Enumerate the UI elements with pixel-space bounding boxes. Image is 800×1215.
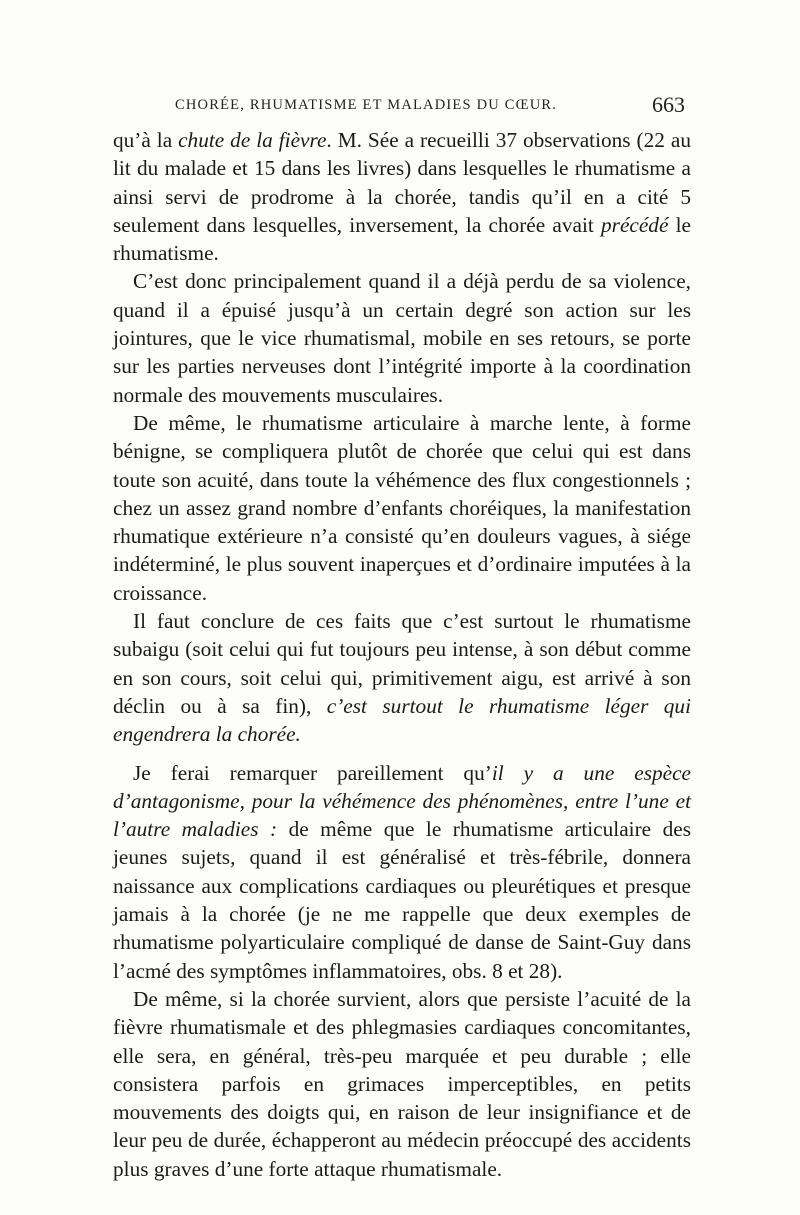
italic-text: il y a une espèce d’antagonisme, pour la véhémence des phénomènes, entre l’une et l’autre maladies : xyxy=(113,760,691,842)
paragraph xyxy=(113,759,691,985)
text-run: de même que le rhumatisme articulaire des jeunes sujets, quand il est généralisé et très-fébrile, donnera naissance aux complications cardiaques ou pleurétiques et presque jamais à la chorée (je ne me rappelle que deux exemples de rhumatisme polyarticulaire compliqué de danse de Saint-Guy dans l’acmé des symptômes inflammatoires, obs. 8 et 28). xyxy=(113,817,691,983)
text-run: . M. Sée a recueilli 37 observations (22 au lit du malade et 15 dans les livres) dans lesquelles le rhumatisme a ainsi servi de prodrome à la chorée, tandis qu’il en a cité 5 seulement dans lesquelles, inversement, la chorée avait xyxy=(113,128,691,237)
running-head: CHORÉE, RHUMATISME ET MALADIES DU CŒUR. xyxy=(175,97,558,113)
italic-text: c’est surtout le rhumatisme léger qui engendrera la chorée. xyxy=(113,693,691,747)
text-run: qu’à la xyxy=(113,128,179,152)
italic-text: précédé xyxy=(601,212,669,237)
text-run: Il faut conclure de ces faits que c’est surtout le rhumatisme subaigu (soit celui qui fut toujours peu intense, à son début comme en son cours, soit celui qui, primitivement aigu, est arrivé à son déclin ou à sa fin), xyxy=(113,609,691,718)
paragraph xyxy=(113,409,691,607)
page-number: 663 xyxy=(652,92,685,117)
paragraph xyxy=(113,267,691,408)
paragraph xyxy=(113,126,691,267)
body-text xyxy=(113,126,691,1183)
italic-text: chute de la fièvre xyxy=(178,128,327,152)
text-run: De même, si la chorée survient, alors que persiste l’acuité de la fièvre rhumatismale et des phlegmasies cardiaques concomitantes, elle sera, en général, très-peu marquée et peu durable ; elle consistera parfois en grimaces imperceptibles, en petits mouvements des doigts qui, en raison de leur insignifiance et de leur peu de durée, échapperont au médecin préoccupé des accidents plus graves d’une forte attaque rhumatismale. xyxy=(113,986,691,1181)
text-run: le rhumatisme. xyxy=(113,212,691,266)
paragraph xyxy=(113,607,691,748)
paragraph xyxy=(113,985,691,1183)
text-run: C’est donc principalement quand il a déjà perdu de sa violence, quand il a épuisé jusqu’à un certain degré son action sur les jointures, que le vice rhumatismal, mobile en ses retours, se porte sur les parties nerveuses dont l’intégrité importe à la coordination normale des mouvements musculaires. xyxy=(113,269,691,407)
page-header xyxy=(113,92,691,122)
text-run: De même, le rhumatisme articulaire à marche lente, à forme bénigne, se compliquera plutôt de chorée que celui qui est dans toute son acuité, dans toute la véhémence des flux congestionnels ; chez un assez grand nombre d’enfants choréiques, la manifestation rhumatique extérieure n’a consisté qu’en douleurs vagues, à siége indéterminé, le plus souvent inaperçues et d’ordinaire imputées à la croissance. xyxy=(113,410,691,605)
text-run: Je ferai remarquer pareillement qu’ xyxy=(133,760,492,785)
